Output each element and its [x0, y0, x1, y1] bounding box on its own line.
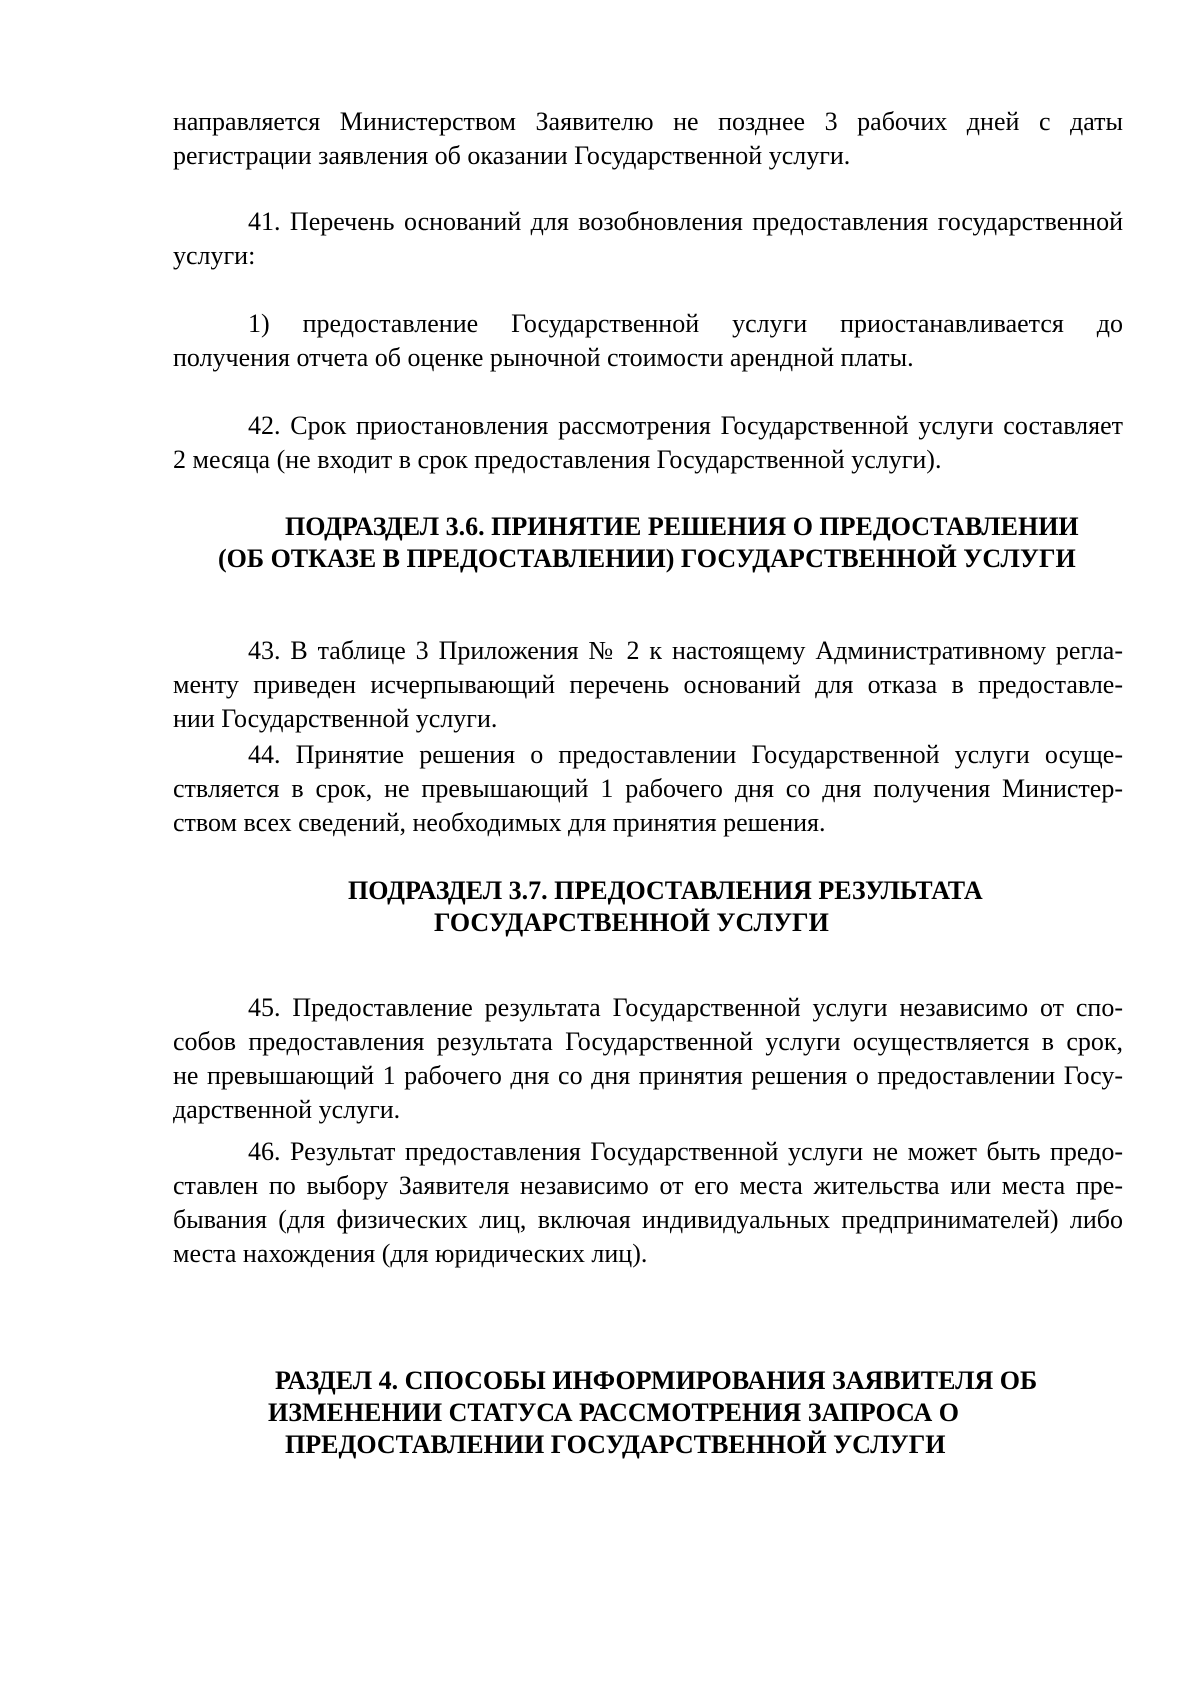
paragraph-45: [173, 991, 1123, 1127]
text-line: дарственной услуги.: [173, 1095, 401, 1124]
text-line: не превышающий 1 рабочего дня со дня принятия решения о предоставлении Госу-: [173, 1061, 1123, 1090]
section-heading-4-line-2: ИЗМЕНЕНИИ СТАТУСА РАССМОТРЕНИЯ ЗАПРОСА О: [268, 1398, 960, 1427]
text-line: ставлен по выбору Заявителя независимо от его места жительства или места пре-: [173, 1171, 1123, 1200]
section-heading-4-line-3: ПРЕДОСТАВЛЕНИИ ГОСУДАРСТВЕННОЙ УСЛУГИ: [285, 1430, 946, 1459]
paragraph-41-item-1: [173, 307, 1123, 375]
text-line: направляется Министерством Заявителю не позднее 3 рабочих дней с даты: [173, 107, 1123, 136]
text-line: 44. Принятие решения о предоставлении Государственной услуги осуще-: [248, 740, 1123, 769]
paragraph-44: [173, 738, 1123, 840]
paragraph-42: [173, 409, 1123, 477]
text-line: ствляется в срок, не превышающий 1 рабочего дня со дня получения Министер-: [173, 774, 1123, 803]
section-heading-4-line-1: РАЗДЕЛ 4. СПОСОБЫ ИНФОРМИРОВАНИЯ ЗАЯВИТЕЛЯ ОБ: [275, 1366, 1038, 1395]
text-line: 42. Срок приостановления рассмотрения Государственной услуги составляет: [248, 411, 1123, 440]
paragraph-40-continuation: [173, 105, 1123, 173]
subsection-heading-3-7-line-1: ПОДРАЗДЕЛ 3.7. ПРЕДОСТАВЛЕНИЯ РЕЗУЛЬТАТА: [348, 876, 983, 905]
text-line: 41. Перечень оснований для возобновления предоставления государственной: [248, 207, 1123, 236]
text-line: 46. Результат предоставления Государственной услуги не может быть предо-: [248, 1137, 1123, 1166]
text-line: 43. В таблице 3 Приложения № 2 к настоящему Административному регла-: [248, 636, 1123, 665]
text-line: регистрации заявления об оказании Государственной услуги.: [173, 141, 851, 170]
subsection-heading-3-6-line-2: (ОБ ОТКАЗЕ В ПРЕДОСТАВЛЕНИИ) ГОСУДАРСТВЕННОЙ УСЛУГИ: [218, 544, 1076, 573]
text-line: 1) предоставление Государственной услуги приостанавливается до: [248, 309, 1123, 338]
text-line: бывания (для физических лиц, включая индивидуальных предпринимателей) либо: [173, 1205, 1123, 1234]
text-line: услуги:: [173, 241, 256, 270]
subsection-heading-3-7-line-2: ГОСУДАРСТВЕННОЙ УСЛУГИ: [434, 908, 829, 937]
paragraph-46: [173, 1135, 1123, 1271]
text-line: менту приведен исчерпывающий перечень оснований для отказа в предоставле-: [173, 670, 1123, 699]
text-line: 2 месяца (не входит в срок предоставления Государственной услуги).: [173, 445, 942, 474]
text-line: собов предоставления результата Государственной услуги осуществляется в срок,: [173, 1027, 1123, 1056]
text-line: ством всех сведений, необходимых для принятия решения.: [173, 808, 826, 837]
paragraph-41: [173, 205, 1123, 273]
subsection-heading-3-6-line-1: ПОДРАЗДЕЛ 3.6. ПРИНЯТИЕ РЕШЕНИЯ О ПРЕДОСТАВЛЕНИИ: [285, 512, 1079, 541]
text-line: 45. Предоставление результата Государственной услуги независимо от спо-: [248, 993, 1123, 1022]
text-line: получения отчета об оценке рыночной стоимости арендной платы.: [173, 343, 914, 372]
text-line: места нахождения (для юридических лиц).: [173, 1239, 648, 1268]
paragraph-43: [173, 634, 1123, 736]
text-line: нии Государственной услуги.: [173, 704, 498, 733]
